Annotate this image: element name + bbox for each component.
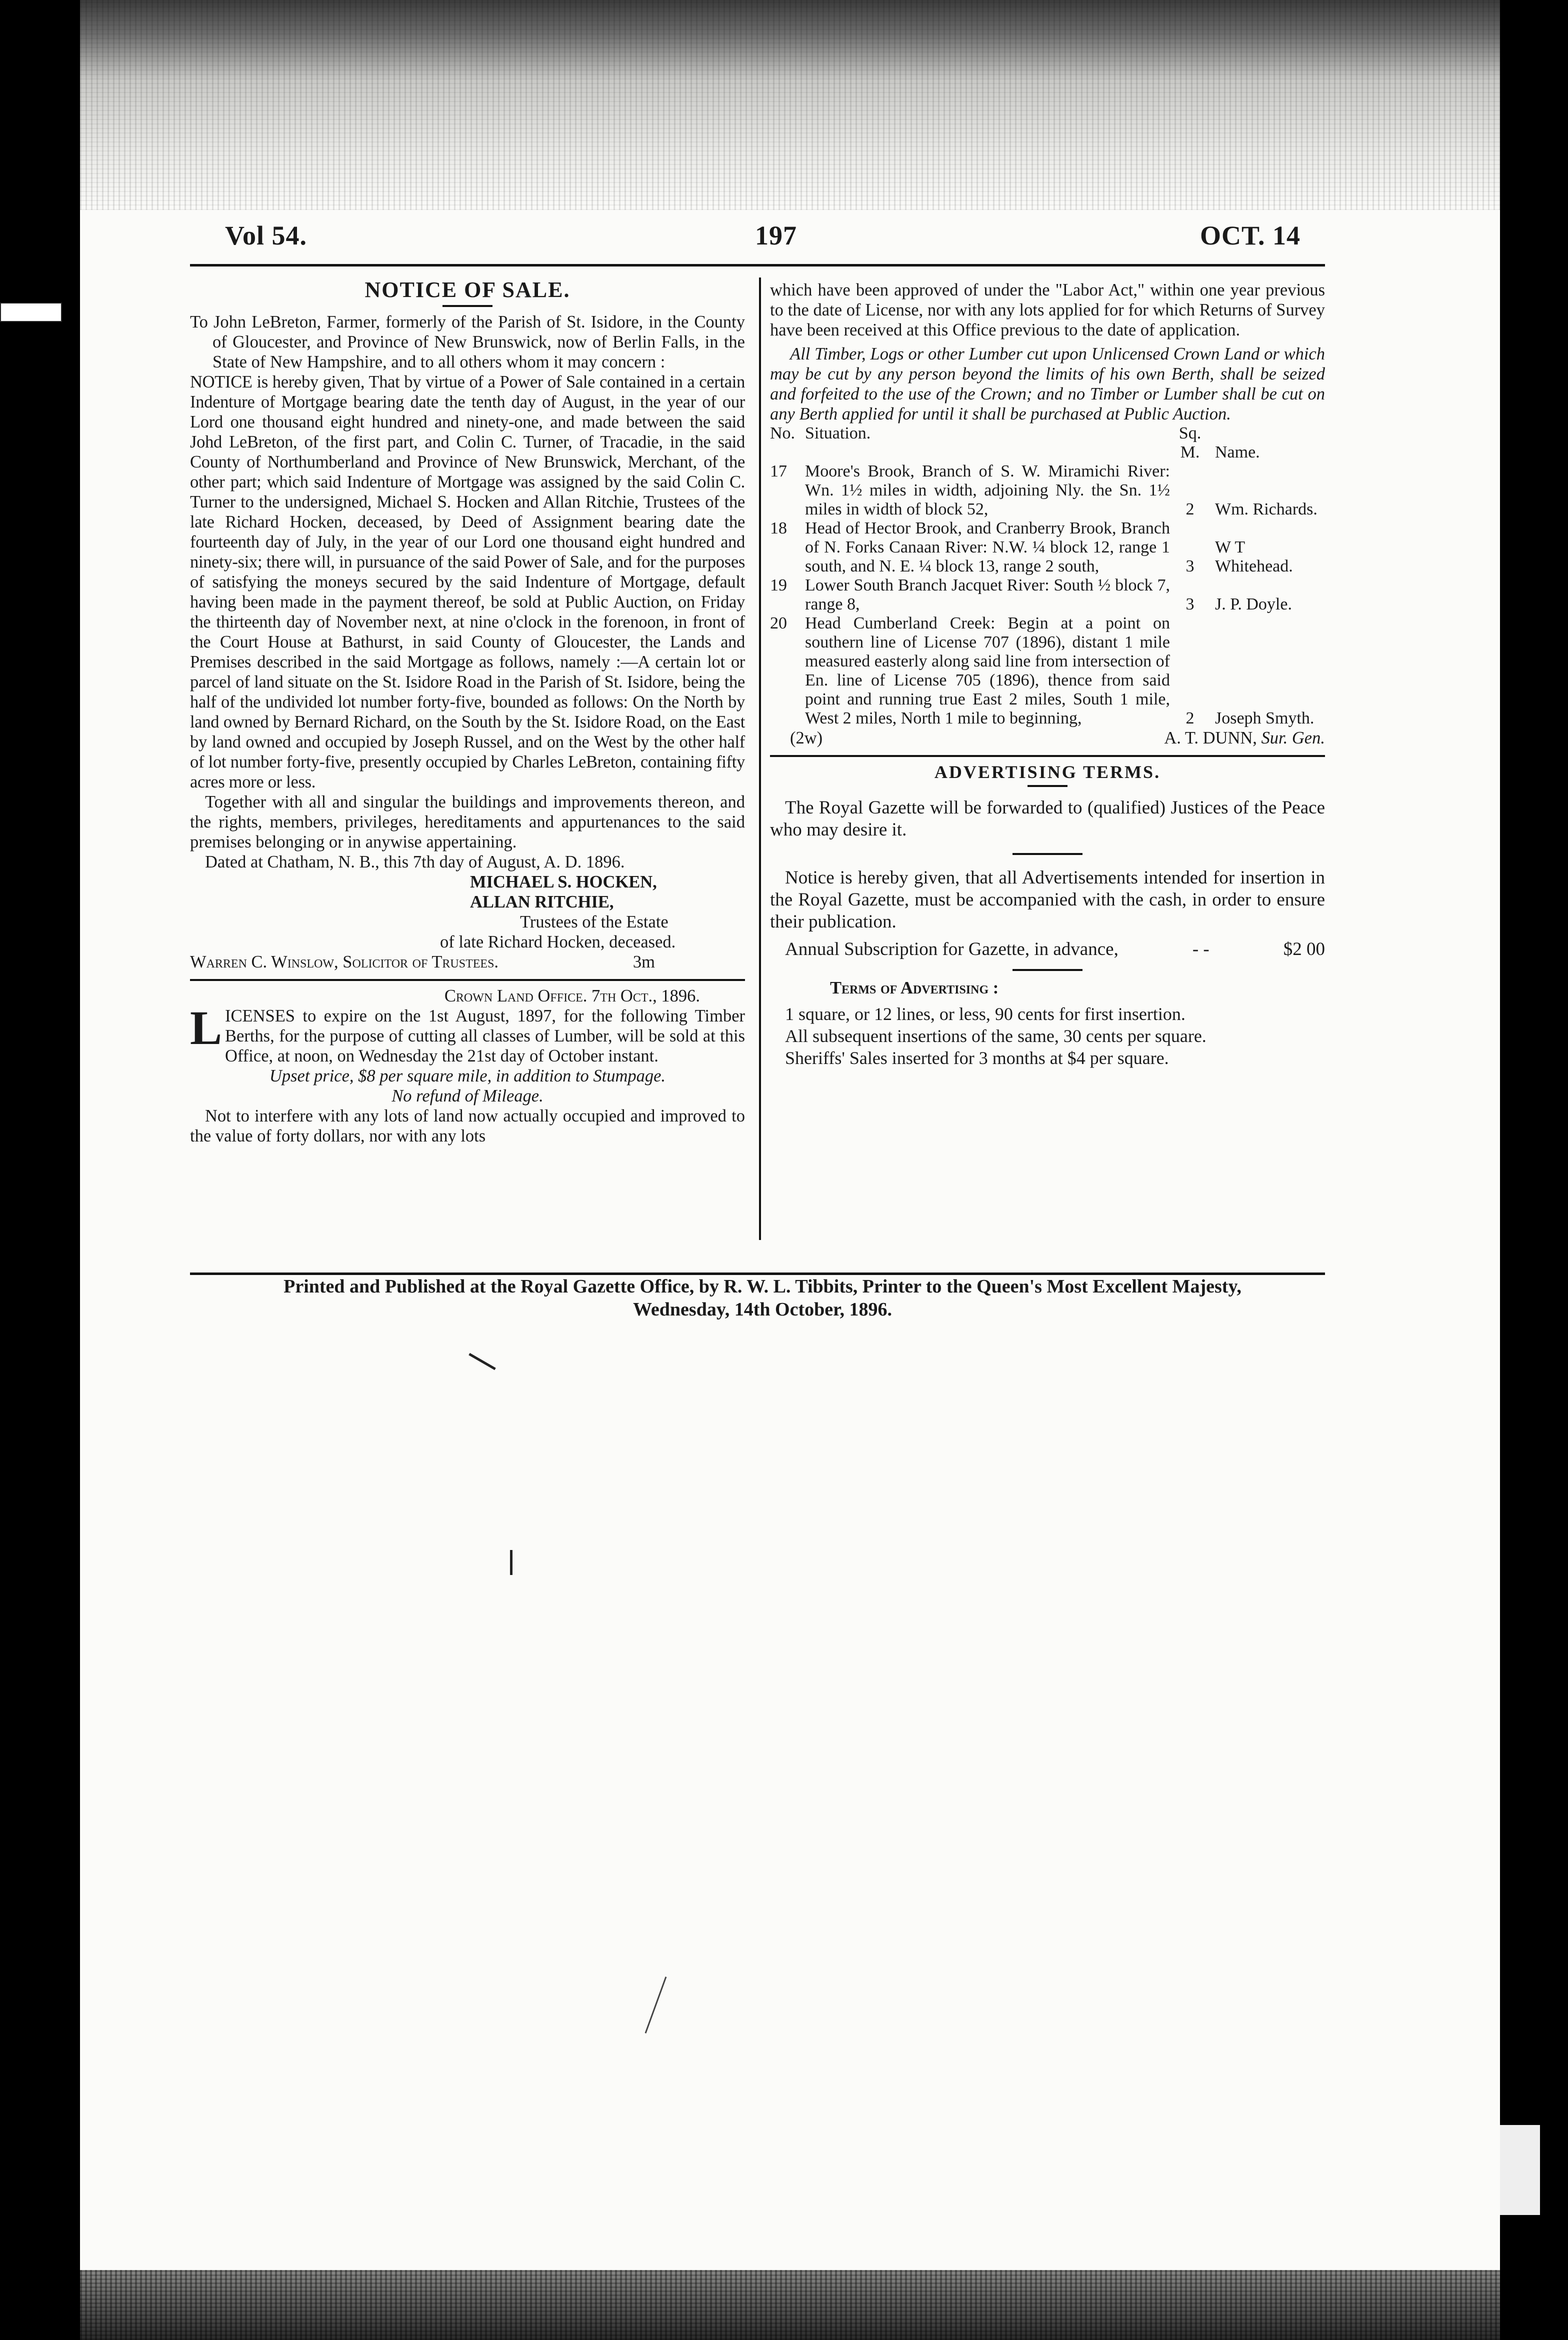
footer-line-1: Printed and Published at the Royal Gazette Office, by R. W. L. Tibbits, Printer to the Queen's Most Excellent Majesty, (284, 1276, 1242, 1297)
licenses-text: ICENSES to expire on the 1st August, 1897, for the following Timber Berths, for the purpose of cutting all classes of Lumber, will be sold at this Office, at noon, on Wednesday the 21st day of October instant. (225, 1006, 745, 1066)
timber-berths-table (770, 424, 1325, 728)
forwarded-notice: The Royal Gazette will be forwarded to (qualified) Justices of the Peace who may desire it. (770, 798, 1325, 840)
publisher-footer (210, 1275, 1315, 1321)
berth-name: J. P. Doyle. (1215, 595, 1292, 614)
berth-name: Joseph Smyth. (1215, 709, 1314, 728)
header-name: Name. (1215, 443, 1260, 462)
notice-dated: Dated at Chatham, N. B., this 7th day of August, A. D. 1896. (205, 852, 625, 872)
berth-situation: Head Cumberland Creek: Begin at a point on southern line of License 707 (1896), distant 1 mile measured easterly along said line from intersection of En. line of License 705 (1896), thence from said point and running true East 2 miles, South 1 mile, West 2 miles, North 1 mile to beginning, (805, 614, 1170, 728)
berth-name: Wm. Richards. (1215, 500, 1318, 518)
timber-warning: All Timber, Logs or other Lumber cut upon Unlicensed Crown Land or which may be cut by any person beyond the limits of his own Berth, shall be seized and forfeited to the use of the Crown; and no Timber or Lumber shall be cut on any Berth applied for until it shall be purchased at Public Auction. (770, 344, 1325, 424)
berth-no: 17 (770, 462, 787, 480)
advertising-title: ADVERTISING TERMS. (934, 762, 1161, 782)
masthead-rule (190, 264, 1325, 266)
subscription-dashes: - - (1192, 939, 1210, 960)
title-rule (1028, 785, 1068, 787)
solicitor-name: Warren C. Winslow, Solicitor of Trustees. (190, 952, 499, 972)
berth-situation: Lower South Branch Jacquet River: South ½ block 7, range 8, (805, 576, 1170, 614)
crown-land-licenses (190, 1001, 745, 1066)
right-column (770, 280, 1325, 1069)
column-divider (759, 278, 761, 1240)
trustees-line-1: Trustees of the Estate (520, 912, 668, 932)
table-row (770, 519, 1325, 576)
ink-blot (468, 1344, 501, 1370)
title-rule (442, 305, 492, 307)
page-number: 197 (755, 220, 797, 250)
signer-title: Sur. Gen. (1261, 728, 1325, 748)
trustees-line-2: of late Richard Hocken, deceased. (440, 932, 676, 952)
not-to-interfere: Not to interfere with any lots of land now actually occupied and improved to the value of forty dollars, nor with any lots (190, 1106, 745, 1146)
footer-line-2: Wednesday, 14th October, 1896. (633, 1299, 892, 1320)
berths-header (770, 424, 1325, 462)
notice-body: NOTICE is hereby given, That by virtue of a Power of Sale contained in a certain Indenture of Mortgage bearing date the tenth day of August, in the year of our Lord one thousand eight hundred and ninety-one, and made between the said Johd LeBreton, of the first part, and Colin C. Turner, of Tracadie, in the said County of Northumberland and Province of New Brunswick, Merchant, of the other part; which said Indenture of Mortgage was assigned by the said Colin C. Turner to the undersigned, Michael S. Hocken and Allan Ritchie, Trustees of the late Richard Hocken, deceased, by Deed of Assignment bearing date the fourteenth day of July, in the year of our Lord one thousand eight hundred and ninety-six; there will, in pursuance of the said Power of Sale, and for the purposes of satisfying the moneys secured by the said Indenture of Mortgage, default having been made in the payment thereof, be sold at Public Auction, on Friday the thirteenth day of November next, at nine o'clock in the forenoon, in front of the Court House at Bathurst, in said County of Gloucester, the Lands and Premises described in the said Mortgage as follows, namely :—A certain lot or parcel of land situate on the St. Isidore Road in the Parish of St. Isidore, being the half of the undivided lot number forty-five, bounded as follows: On the North by land owned by Bernard Richard, on the South by the St. Isidore Road, on the East by land owned and occupied by Joseph Russel, and on the West by the other half of lot number forty-five, presently occupied by Charles LeBreton, containing fifty acres more or less. (190, 372, 745, 792)
header-situation: Situation. (805, 424, 871, 442)
upset-price: Upset price, $8 per square mile, in addition to Stumpage. (269, 1066, 666, 1086)
notice-address: To John LeBreton, Farmer, formerly of the Parish of St. Isidore, in the County of Gloucester, and Province of New Brunswick, now of Berlin Falls, in the State of New Hampshire, and to all others whom it may concern : (190, 312, 745, 372)
labor-act-continuation: which have been approved of under the "Labor Act," within one year previous to the date of License, nor with any lots applied for for which Returns of Survey have been received at this Office previous to the date of application. (770, 280, 1325, 340)
page-tab (0, 302, 62, 322)
berth-no: 19 (770, 576, 787, 594)
berth-sq: 3 (1186, 557, 1194, 576)
scan-noise-top (80, 0, 1500, 210)
berth-situation: Head of Hector Brook, and Cranberry Brook, Branch of N. Forks Canaan River: N.W. ¼ block 12, range 1 south, and N. E. ¼ block 13, range 2 south, (805, 519, 1170, 576)
pencil-mark (645, 1976, 667, 2034)
masthead (225, 220, 1325, 255)
issue-date: OCT. 14 (1200, 220, 1301, 250)
berth-sq: 2 (1186, 709, 1194, 728)
scan-noise-bottom (80, 2270, 1500, 2340)
cash-notice: Notice is hereby given, that all Advertisements intended for insertion in the Royal Gazette, must be accompanied with the cash, in order to ensure their publication. (770, 868, 1325, 932)
header-sq: Sq. M. (1178, 424, 1202, 462)
berth-situation: Moore's Brook, Branch of S. W. Miramichi River: Wn. 1½ miles in width, adjoining Nly. the Sn. 1½ miles in width of block 52, (805, 462, 1170, 518)
no-refund: No refund of Mileage. (392, 1086, 544, 1106)
volume-number: Vol 54. (225, 220, 308, 250)
section-rule (190, 979, 745, 981)
dunn-signature-line (770, 728, 1325, 748)
berth-sq: 3 (1186, 595, 1194, 614)
table-row (770, 576, 1325, 614)
notice-of-sale-title: NOTICE OF SALE. (364, 278, 570, 302)
scanner-edge (1500, 2125, 1540, 2215)
berth-sq: 2 (1186, 500, 1194, 518)
dropcap-letter: L (190, 1001, 222, 1054)
divider-rule (1012, 853, 1082, 855)
run-length: (2w) (790, 728, 823, 748)
signer-hocken: MICHAEL S. HOCKEN, (470, 872, 657, 892)
terms-title: Terms of Advertising : (830, 978, 999, 998)
berth-name: W T Whitehead. (1215, 538, 1293, 576)
table-row (770, 462, 1325, 519)
term-first: 1 square, or 12 lines, or less, 90 cents for first insertion. (785, 1004, 1186, 1024)
subscription-label: Annual Subscription for Gazette, in advance, (785, 939, 1118, 960)
berth-no: 20 (770, 614, 787, 632)
gazette-page (80, 0, 1500, 2340)
signer-ritchie: ALLAN RITCHIE, (470, 892, 614, 912)
berth-no: 18 (770, 519, 787, 538)
term-sheriff: Sheriffs' Sales inserted for 3 months at $4 per square. (785, 1048, 1169, 1068)
notice-together: Together with all and singular the buildings and improvements thereon, and the rights, members, privileges, hereditaments and appurtenances to the said premises belonging or in anywise appertaining. (190, 792, 745, 852)
left-column (190, 280, 745, 1146)
header-no: No. (770, 424, 796, 442)
signer-name: A. T. DUNN, (1164, 728, 1257, 748)
subscription-line (770, 937, 1325, 962)
crown-land-office-date: Crown Land Office. 7th Oct., 1896. (444, 986, 700, 1006)
notice-duration: 3m (632, 952, 655, 972)
ink-mark (510, 1550, 512, 1575)
table-row (770, 614, 1325, 728)
dunn-signature (1164, 728, 1325, 748)
section-rule (770, 755, 1325, 757)
divider-rule (1012, 969, 1082, 971)
solicitor-line (190, 952, 745, 972)
subscription-price: $2 00 (1283, 939, 1325, 960)
term-subsequent: All subsequent insertions of the same, 30 cents per square. (785, 1026, 1206, 1046)
